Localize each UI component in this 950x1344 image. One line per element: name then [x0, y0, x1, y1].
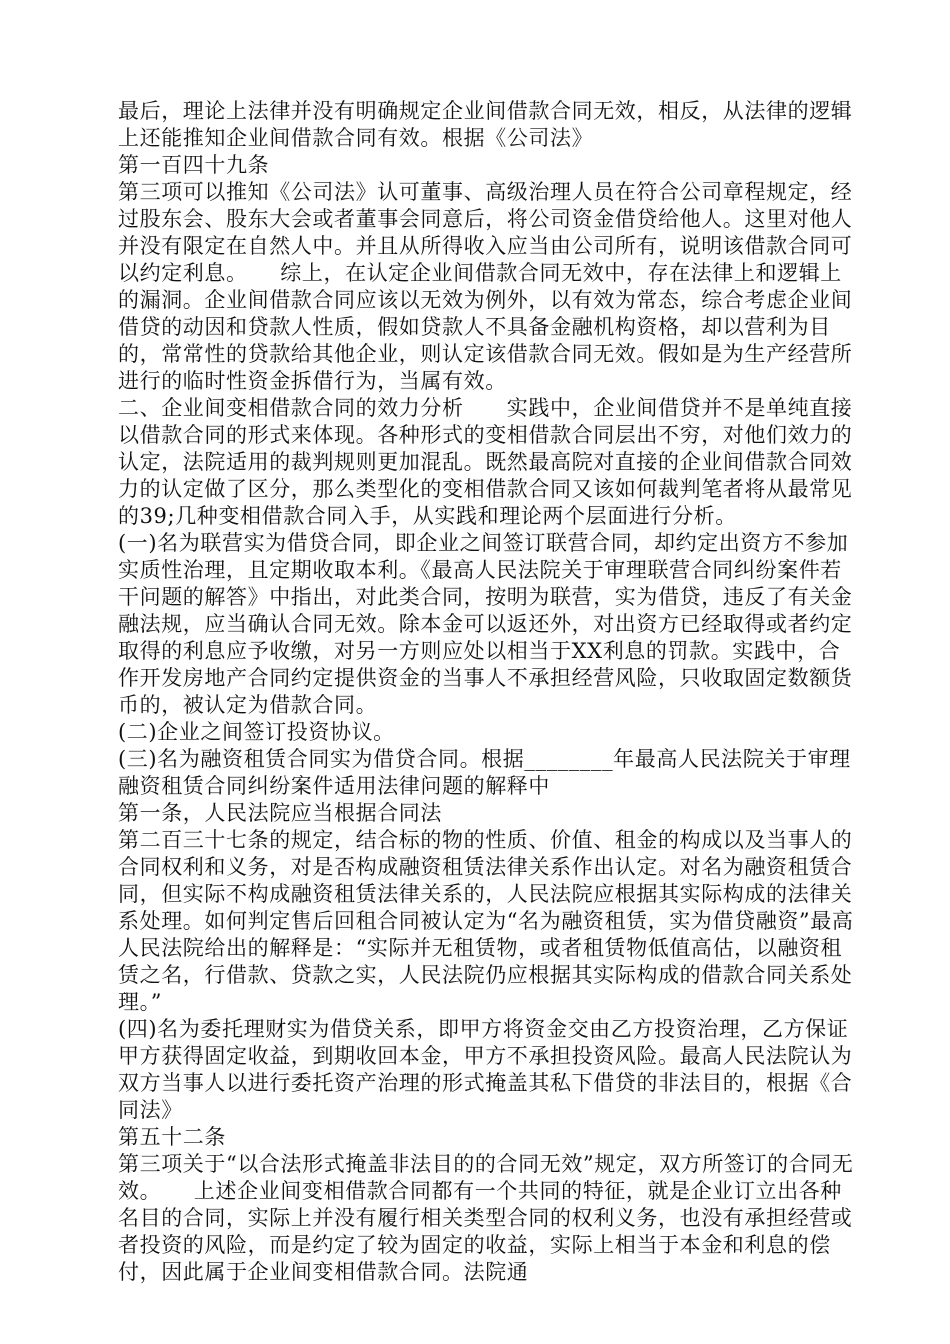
paragraph-section-two: 二、企业间变相借款合同的效力分析 实践中，企业间借贷并不是单纯直接以借款合同的形式来体现。各种形式的变相借款合同层出不穷，对他们效力的认定，法院适用的裁判规则更加混乱。既然最高院对直接的企业间借款合同效力的认定做了区分，那么类型化的变相借款合同又该如何裁判笔者将从最常见的39;几种变相借款合同入手，从实践和理论两个层面进行分析。	[118, 396, 853, 528]
document-body	[118, 98, 858, 1286]
paragraph-article-52: 第五十二条	[118, 1125, 226, 1149]
paragraph-article-237: 第二百三十七条的规定，结合标的物的性质、价值、租金的构成以及当事人的合同权利和义务，对是否构成融资租赁法律关系作出认定。对名为融资租赁合同，但实际不构成融资租赁法律关系的，人民法院应根据其实际构成的法律关系处理。如何判定售后回租合同被认定为“名为融资租赁，实为借贷融资”最高人民法院给出的解释是：“实际并无租赁物，或者租赁物低值高估，以融资租赁之名，行借款、贷款之实，人民法院仍应根据其实际构成的借款合同关系处理。”	[118, 828, 854, 1014]
paragraph-financial-leasing: (三)名为融资租赁合同实为借贷合同。根据________年最高人民法院关于审理融资租赁合同纠纷案件适用法律问题的解释中	[118, 747, 851, 798]
paragraph-article-149: 第一百四十九条	[118, 153, 270, 177]
paragraph-item-three-analysis: 第三项可以推知《公司法》认可董事、高级治理人员在符合公司章程规定，经过股东会、股东大会或者董事会同意后，将公司资金借贷给他人。这里对他人并没有限定在自然人中。并且从所得收入应当由公司所有，说明该借款合同可以约定利息。 综上，在认定企业间借款合同无效中，存在法律上和逻辑上的漏洞。企业间借款合同应该以无效为例外，以有效为常态，综合考虑企业间借贷的动因和贷款人性质，假如贷款人不具备金融机构资格，却以营利为目的，常常性的贷款给其他企业，则认定该借款合同无效。假如是为生产经营所进行的临时性资金拆借行为，当属有效。	[118, 180, 853, 393]
paragraph-article-one: 第一条，人民法院应当根据合同法	[118, 801, 442, 825]
paragraph-conclusion: 最后，理论上法律并没有明确规定企业间借款合同无效，相反，从法律的逻辑上还能推知企业间借款合同有效。根据《公司法》	[118, 99, 853, 150]
paragraph-entrusted-finance: (四)名为委托理财实为借贷关系，即甲方将资金交由乙方投资治理，乙方保证甲方获得固定收益，到期收回本金，甲方不承担投资风险。最高人民法院认为双方当事人以进行委托资产治理的形式掩盖其私下借贷的非法目的，根据《合同法》	[118, 1017, 853, 1122]
paragraph-investment-agreement: (二)企业之间签订投资协议。	[118, 720, 395, 744]
paragraph-item-three-conclusion: 第三项关于“以合法形式掩盖非法目的的合同无效”规定，双方所签订的合同无效。 上述企业间变相借款合同都有一个共同的特征，就是企业订立出各种名目的合同，实际上并没有履行相关类型合同的权利义务，也没有承担经营或者投资的风险，而是约定了较为固定的收益，实际上相当于本金和利息的偿付，因此属于企业间变相借款合同。法院通	[118, 1152, 854, 1284]
paragraph-joint-venture: (一)名为联营实为借贷合同，即企业之间签订联营合同，却约定出资方不参加实质性治理，且定期收取本利。《最高人民法院关于审理联营合同纠纷案件若干问题的解答》中指出，对此类合同，按明为联营，实为借贷，违反了有关金融法规，应当确认合同无效。除本金可以返还外，对出资方已经取得或者约定取得的利息应予收缴，对另一方则应处以相当于XX利息的罚款。实践中，合作开发房地产合同约定提供资金的当事人不承担经营风险，只收取固定数额货币的，被认定为借款合同。	[118, 531, 853, 717]
